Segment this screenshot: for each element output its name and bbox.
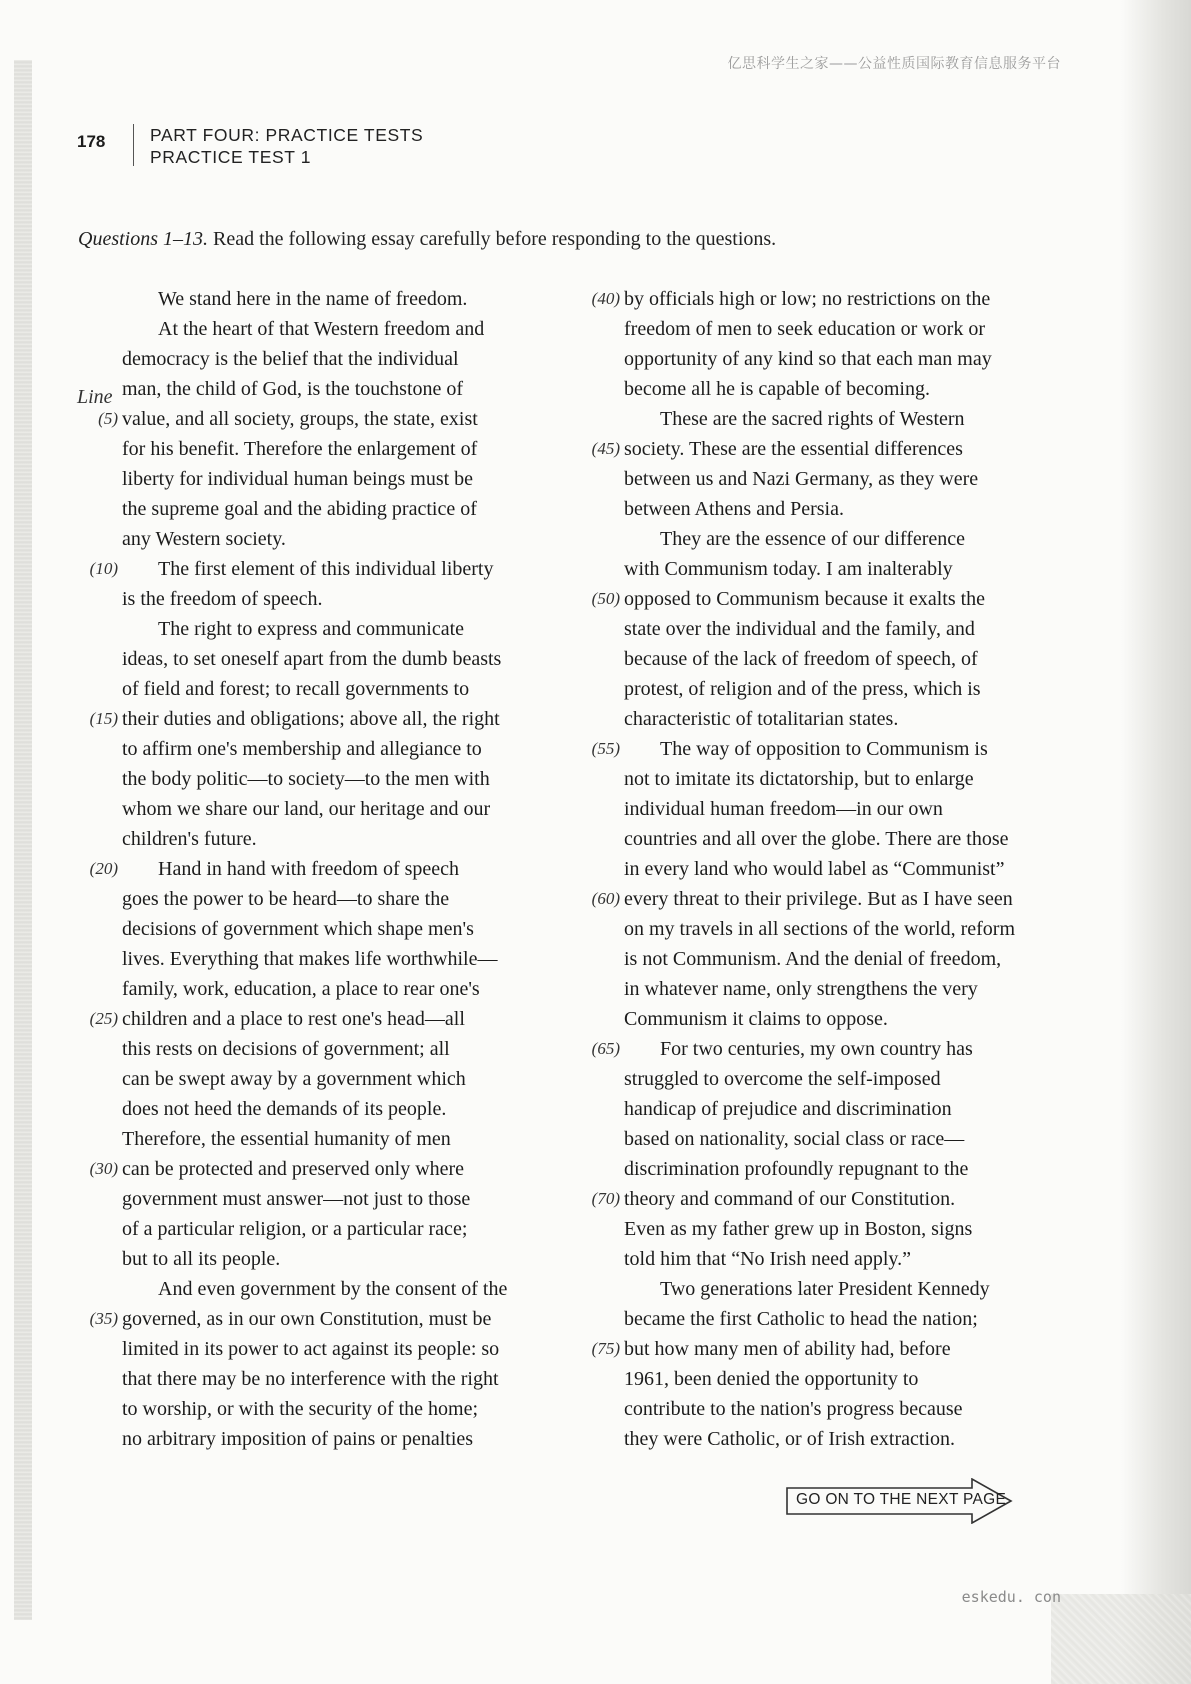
line-text: theory and command of our Constitution. — [624, 1188, 956, 1210]
passage-line — [570, 1124, 1050, 1154]
line-text: countries and all over the globe. There are those — [624, 828, 1009, 850]
passage-line — [570, 374, 1050, 404]
line-text: on my travels in all sections of the world, reform — [624, 918, 1016, 940]
watermark-bottom: eskedu. con — [961, 1588, 1061, 1606]
passage-line — [0, 644, 560, 674]
passage-line — [570, 434, 1050, 464]
test-title: PRACTICE TEST 1 — [150, 147, 312, 167]
passage-line — [0, 614, 560, 644]
instructions — [78, 228, 776, 251]
line-text: to worship, or with the security of the home; — [122, 1398, 479, 1420]
passage-line — [570, 824, 1050, 854]
passage-line — [570, 1274, 1050, 1304]
line-number: (25) — [89, 1009, 118, 1028]
line-number: (70) — [591, 1189, 620, 1208]
line-text: but how many men of ability had, before — [624, 1338, 951, 1360]
line-text: goes the power to be heard—to share the — [122, 888, 450, 910]
line-text: can be swept away by a government which — [122, 1068, 466, 1090]
passage-line — [0, 1274, 560, 1304]
line-text: characteristic of totalitarian states. — [624, 708, 899, 730]
passage-line — [570, 734, 1050, 764]
line-text: is the freedom of speech. — [122, 588, 323, 610]
passage-line — [0, 584, 560, 614]
passage-line — [570, 704, 1050, 734]
passage-line — [570, 764, 1050, 794]
passage-line — [0, 284, 560, 314]
line-number: (60) — [591, 889, 620, 908]
scan-edge-right — [1121, 0, 1191, 1684]
passage-line — [0, 434, 560, 464]
passage-line — [570, 794, 1050, 824]
passage-line — [570, 1004, 1050, 1034]
line-text: Communism it claims to oppose. — [624, 1008, 888, 1030]
line-text: 1961, been denied the opportunity to — [624, 1368, 919, 1390]
line-text: Therefore, the essential humanity of men — [122, 1128, 451, 1150]
line-text: every threat to their privilege. But as I have seen — [624, 888, 1013, 910]
passage-line — [0, 464, 560, 494]
line-text: based on nationality, social class or race— — [624, 1128, 965, 1150]
running-header — [150, 124, 423, 168]
header-divider — [133, 124, 134, 166]
line-text: that there may be no interference with the right — [122, 1368, 499, 1390]
passage-line — [0, 524, 560, 554]
passage-line — [0, 824, 560, 854]
passage-line — [0, 1394, 560, 1424]
passage-line — [0, 1334, 560, 1364]
next-page-label: GO ON TO THE NEXT PAGE — [796, 1491, 1007, 1508]
line-text: they were Catholic, or of Irish extraction. — [624, 1428, 955, 1450]
line-number: (15) — [89, 709, 118, 728]
line-text: with Communism today. I am inalterably — [624, 558, 953, 580]
line-text: struggled to overcome the self-imposed — [624, 1068, 941, 1090]
line-text: became the first Catholic to head the nation; — [624, 1308, 978, 1330]
line-text: between us and Nazi Germany, as they were — [624, 468, 979, 490]
line-text: for his benefit. Therefore the enlargement of — [122, 438, 478, 460]
line-text: At the heart of that Western freedom and — [158, 318, 485, 340]
line-text: is not Communism. And the denial of freedom, — [624, 948, 1002, 970]
part-title: PART FOUR: PRACTICE TESTS — [150, 125, 424, 145]
line-text: of a particular religion, or a particular race; — [122, 1218, 468, 1240]
passage-line — [570, 884, 1050, 914]
passage-line — [570, 584, 1050, 614]
passage-line — [0, 674, 560, 704]
line-number: (65) — [591, 1039, 620, 1058]
passage-line — [570, 1214, 1050, 1244]
line-text: limited in its power to act against its people: so — [122, 1338, 500, 1360]
line-text: can be protected and preserved only where — [122, 1158, 465, 1180]
line-text: They are the essence of our difference — [660, 528, 966, 550]
passage-line — [0, 1244, 560, 1274]
line-number: (75) — [591, 1339, 620, 1358]
passage-line — [0, 1064, 560, 1094]
line-text: become all he is capable of becoming. — [624, 378, 930, 400]
passage-line — [570, 1064, 1050, 1094]
passage-line — [0, 704, 560, 734]
line-text: no arbitrary imposition of pains or penalties — [122, 1428, 474, 1450]
line-text: liberty for individual human beings must be — [122, 468, 474, 490]
passage-line — [570, 1304, 1050, 1334]
passage-line — [570, 314, 1050, 344]
questions-label: Questions 1–13. — [78, 228, 208, 250]
line-text: And even government by the consent of the — [158, 1278, 508, 1300]
line-text: this rests on decisions of government; all — [122, 1038, 450, 1060]
line-text: Two generations later President Kennedy — [660, 1278, 990, 1300]
line-text: state over the individual and the family, and — [624, 618, 975, 640]
passage-line — [570, 1154, 1050, 1184]
line-text: freedom of men to seek education or work or — [624, 318, 985, 340]
line-text: children and a place to rest one's head—all — [122, 1008, 465, 1030]
line-text: their duties and obligations; above all, the right — [122, 708, 500, 730]
passage-line — [0, 914, 560, 944]
line-text: society. These are the essential differences — [624, 438, 963, 460]
line-text: children's future. — [122, 828, 257, 850]
line-text: because of the lack of freedom of speech, of — [624, 648, 978, 670]
instructions-text: Read the following essay carefully before responding to the questions. — [208, 228, 777, 250]
line-text: told him that “No Irish need apply.” — [624, 1248, 911, 1270]
passage-line — [570, 1244, 1050, 1274]
passage-line — [0, 944, 560, 974]
line-number: (35) — [89, 1309, 118, 1328]
passage-line — [0, 314, 560, 344]
passage-right-column — [570, 284, 1050, 1454]
line-number: (40) — [591, 289, 620, 308]
scan-corner — [1051, 1594, 1191, 1684]
line-text: man, the child of God, is the touchstone of — [122, 378, 464, 400]
passage-line — [570, 1424, 1050, 1454]
line-text: decisions of government which shape men's — [122, 918, 474, 940]
passage-line — [0, 1004, 560, 1034]
passage-line — [570, 914, 1050, 944]
passage-line — [0, 974, 560, 1004]
passage-line — [570, 494, 1050, 524]
passage-line — [570, 344, 1050, 374]
line-text: to affirm one's membership and allegiance to — [122, 738, 482, 760]
line-number: (50) — [591, 589, 620, 608]
passage-line — [0, 1094, 560, 1124]
passage-line — [0, 794, 560, 824]
line-text: governed, as in our own Constitution, must be — [122, 1308, 492, 1330]
line-number: (30) — [89, 1159, 118, 1178]
passage-left-column — [0, 284, 560, 1454]
line-text: but to all its people. — [122, 1248, 281, 1270]
passage-line — [0, 1304, 560, 1334]
passage-line — [0, 374, 560, 404]
passage-line — [570, 944, 1050, 974]
passage-line — [0, 494, 560, 524]
passage-line — [570, 464, 1050, 494]
passage-line — [0, 1124, 560, 1154]
line-text: does not heed the demands of its people. — [122, 1098, 447, 1120]
line-number: (10) — [89, 559, 118, 578]
line-label: Line — [77, 386, 113, 408]
line-text: The first element of this individual liberty — [158, 558, 494, 580]
next-page-indicator — [786, 1478, 1016, 1524]
line-number: (55) — [591, 739, 620, 758]
line-text: the body politic—to society—to the men with — [122, 768, 490, 790]
passage-line — [570, 854, 1050, 884]
passage-line — [570, 1364, 1050, 1394]
line-text: any Western society. — [122, 528, 286, 550]
line-text: family, work, education, a place to rear one's — [122, 978, 480, 1000]
line-text: whom we share our land, our heritage and our — [122, 798, 491, 820]
passage-line — [0, 344, 560, 374]
passage-line — [570, 674, 1050, 704]
passage-line — [0, 734, 560, 764]
line-text: The way of opposition to Communism is — [660, 738, 988, 760]
passage-line — [570, 644, 1050, 674]
line-text: protest, of religion and of the press, which is — [624, 678, 981, 700]
line-text: We stand here in the name of freedom. — [158, 288, 468, 310]
passage-line — [570, 1184, 1050, 1214]
line-text: individual human freedom—in our own — [624, 798, 943, 820]
line-text: For two centuries, my own country has — [660, 1038, 973, 1060]
passage-line — [0, 1154, 560, 1184]
line-text: government must answer—not just to those — [122, 1188, 471, 1210]
page-number: 178 — [77, 132, 106, 151]
passage-line — [570, 1334, 1050, 1364]
line-number: (45) — [591, 439, 620, 458]
line-text: lives. Everything that makes life worthwhile— — [122, 948, 498, 970]
line-text: Hand in hand with freedom of speech — [158, 858, 460, 880]
passage-line — [0, 1184, 560, 1214]
passage-line — [570, 974, 1050, 1004]
line-text: discrimination profoundly repugnant to the — [624, 1158, 969, 1180]
passage-line — [570, 1034, 1050, 1064]
line-text: ideas, to set oneself apart from the dumb beasts — [122, 648, 502, 670]
line-text: in whatever name, only strengthens the very — [624, 978, 978, 1000]
line-text: handicap of prejudice and discrimination — [624, 1098, 952, 1120]
passage-line — [0, 404, 560, 434]
line-text: opposed to Communism because it exalts the — [624, 588, 986, 610]
passage-line — [570, 404, 1050, 434]
line-text: democracy is the belief that the individual — [122, 348, 459, 370]
line-number: (5) — [98, 409, 118, 428]
line-number: (20) — [89, 859, 118, 878]
passage-line — [0, 764, 560, 794]
passage-line — [0, 1364, 560, 1394]
passage-line — [0, 1214, 560, 1244]
line-text: between Athens and Persia. — [624, 498, 844, 520]
passage-line — [0, 854, 560, 884]
line-text: not to imitate its dictatorship, but to enlarge — [624, 768, 974, 790]
line-text: contribute to the nation's progress because — [624, 1398, 963, 1420]
line-text: value, and all society, groups, the state, exist — [122, 408, 478, 430]
line-text: Even as my father grew up in Boston, signs — [624, 1218, 973, 1240]
passage-line — [570, 284, 1050, 314]
passage-line — [0, 1034, 560, 1064]
passage-line — [0, 1424, 560, 1454]
line-text: in every land who would label as “Communist” — [624, 858, 1005, 880]
line-text: These are the sacred rights of Western — [660, 408, 965, 430]
line-text: The right to express and communicate — [158, 618, 465, 640]
passage-line — [570, 1394, 1050, 1424]
passage-line — [570, 524, 1050, 554]
passage-line — [0, 884, 560, 914]
passage-line — [570, 554, 1050, 584]
line-text: by officials high or low; no restrictions on the — [624, 288, 991, 310]
passage-line — [570, 614, 1050, 644]
passage-line — [570, 1094, 1050, 1124]
line-text: the supreme goal and the abiding practice of — [122, 498, 477, 520]
watermark-top: 亿思科学生之家——公益性质国际教育信息服务平台 — [727, 56, 1061, 72]
line-text: opportunity of any kind so that each man may — [624, 348, 992, 370]
line-text: of field and forest; to recall governments to — [122, 678, 470, 700]
passage-line — [0, 554, 560, 584]
